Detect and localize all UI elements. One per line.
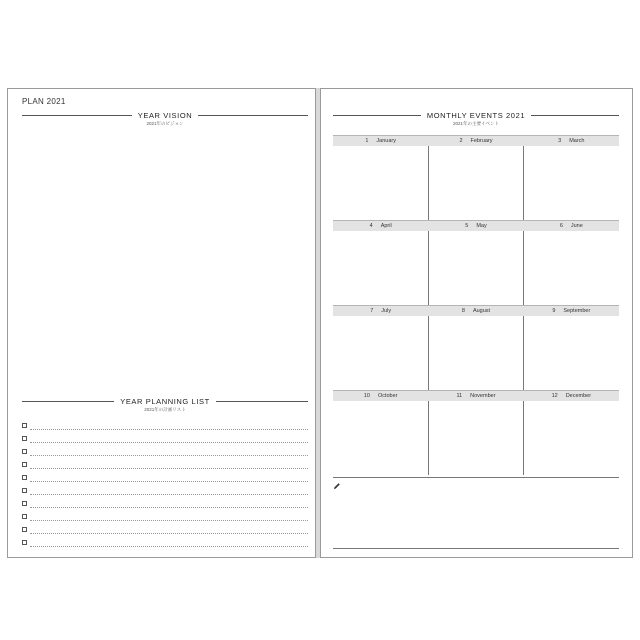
year-vision-heading (22, 111, 308, 120)
month-name: December (565, 393, 592, 399)
month-cell-row (333, 316, 619, 390)
checklist-line[interactable] (30, 448, 308, 456)
month-number: 7 (370, 308, 374, 314)
month-cell[interactable] (333, 401, 428, 475)
month-band (333, 305, 619, 390)
checklist-row[interactable] (22, 432, 308, 445)
month-name: September (563, 308, 591, 314)
checkbox[interactable] (22, 501, 27, 506)
checklist-line[interactable] (30, 500, 308, 508)
month-number: 8 (461, 308, 465, 314)
month-cell[interactable] (523, 316, 619, 390)
month-band (333, 390, 619, 475)
month-number: 9 (552, 308, 556, 314)
month-cell[interactable] (428, 401, 524, 475)
right-page (320, 88, 633, 558)
memo-bottom-rule (333, 548, 619, 549)
month-band (333, 135, 619, 220)
year-planning-list-heading (22, 397, 308, 406)
month-cell[interactable] (428, 316, 524, 390)
month-header-row (333, 135, 619, 146)
month-cell[interactable] (523, 401, 619, 475)
checklist-line[interactable] (30, 422, 308, 430)
checklist-line[interactable] (30, 513, 308, 521)
checkbox[interactable] (22, 449, 27, 454)
month-header (428, 306, 523, 316)
year-vision-title: YEAR VISION (137, 111, 193, 120)
month-name: November (470, 393, 496, 399)
month-number: 4 (369, 223, 373, 229)
year-planning-list-subtitle: 2021年の計画リスト (144, 407, 186, 412)
heading-rule (198, 115, 308, 116)
month-cell[interactable] (428, 231, 524, 305)
month-header (428, 391, 523, 401)
checklist-line[interactable] (30, 474, 308, 482)
month-cell-row (333, 231, 619, 305)
pencil-icon (333, 482, 341, 490)
month-header (333, 391, 428, 401)
year-planning-list-title: YEAR PLANNING LIST (120, 397, 210, 406)
checkbox[interactable] (22, 540, 27, 545)
month-name: October (377, 393, 398, 399)
monthly-events-subtitle: 2021年の主要イベント (452, 121, 499, 126)
month-number: 10 (363, 393, 370, 399)
month-header-row (333, 305, 619, 316)
month-cell[interactable] (333, 316, 428, 390)
checkbox[interactable] (22, 475, 27, 480)
checklist-row[interactable] (22, 419, 308, 432)
monthly-events-title: MONTHLY EVENTS 2021 (426, 111, 526, 120)
month-header (333, 306, 428, 316)
checkbox[interactable] (22, 462, 27, 467)
month-name: January (376, 138, 396, 144)
month-cell[interactable] (523, 231, 619, 305)
month-header (428, 221, 523, 231)
month-header-row (333, 220, 619, 231)
checkbox[interactable] (22, 514, 27, 519)
checklist-row[interactable] (22, 510, 308, 523)
heading-rule (333, 115, 421, 116)
month-header (428, 136, 523, 146)
heading-rule (22, 115, 132, 116)
month-band (333, 220, 619, 305)
checklist-row[interactable] (22, 497, 308, 510)
checklist-row[interactable] (22, 536, 308, 549)
checklist-line[interactable] (30, 539, 308, 547)
plan-label: PLAN 2021 (22, 97, 66, 106)
year-vision-subtitle: 2021年のビジョン (146, 121, 184, 126)
month-number: 2 (459, 138, 463, 144)
month-header (524, 391, 619, 401)
checkbox[interactable] (22, 423, 27, 428)
month-cell[interactable] (333, 146, 428, 220)
month-number: 5 (465, 223, 469, 229)
checklist-line[interactable] (30, 435, 308, 443)
heading-rule (22, 401, 114, 402)
memo-area[interactable] (333, 477, 619, 550)
month-header (524, 136, 619, 146)
checklist-line[interactable] (30, 461, 308, 469)
month-name: May (476, 223, 487, 229)
month-grid (333, 135, 619, 475)
month-name: July (381, 308, 392, 314)
heading-rule (531, 115, 619, 116)
month-name: April (380, 223, 392, 229)
checkbox[interactable] (22, 527, 27, 532)
checkbox[interactable] (22, 488, 27, 493)
month-header-row (333, 390, 619, 401)
month-header (333, 136, 428, 146)
month-number: 12 (551, 393, 558, 399)
month-cell[interactable] (523, 146, 619, 220)
month-name: March (569, 138, 585, 144)
left-page (7, 88, 316, 558)
month-number: 1 (365, 138, 369, 144)
checkbox[interactable] (22, 436, 27, 441)
month-name: June (570, 223, 583, 229)
heading-rule (216, 401, 308, 402)
checklist-line[interactable] (30, 526, 308, 534)
month-cell-row (333, 401, 619, 475)
month-header (524, 306, 619, 316)
checklist-row[interactable] (22, 471, 308, 484)
month-cell-row (333, 146, 619, 220)
checklist-row[interactable] (22, 523, 308, 536)
month-name: August (472, 308, 491, 314)
planning-checklist (22, 419, 308, 549)
month-cell[interactable] (428, 146, 524, 220)
month-name: February (470, 138, 493, 144)
month-header (524, 221, 619, 231)
checklist-row[interactable] (22, 445, 308, 458)
month-number: 11 (456, 393, 463, 399)
month-number: 6 (559, 223, 563, 229)
month-header (333, 221, 428, 231)
month-cell[interactable] (333, 231, 428, 305)
month-number: 3 (558, 138, 562, 144)
checklist-row[interactable] (22, 484, 308, 497)
checklist-row[interactable] (22, 458, 308, 471)
checklist-line[interactable] (30, 487, 308, 495)
monthly-events-heading (333, 111, 619, 120)
